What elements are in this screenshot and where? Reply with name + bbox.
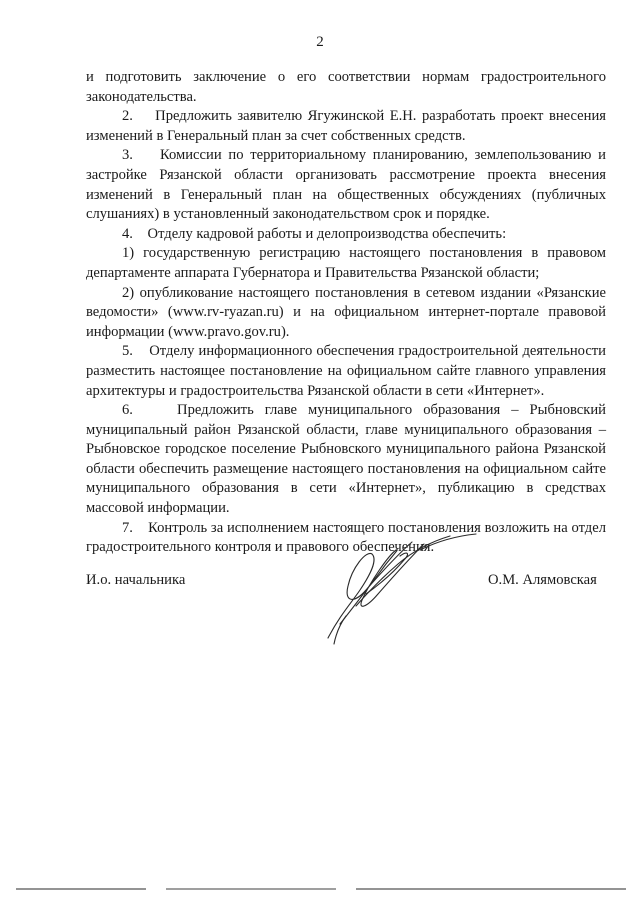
bottom-scan-line	[16, 888, 626, 890]
paragraph-2: 2. Предложить заявителю Ягужинской Е.Н. разработать проект внесения изменений в Генеральный план за счет собственных средств.	[86, 108, 606, 144]
paragraph-1-continuation: и подготовить заключение о его соответствии нормам градостроительного законодательства.	[86, 69, 606, 105]
handwritten-signature	[300, 520, 500, 650]
paragraph-5: 5. Отделу информационного обеспечения градостроительной деятельности разместить настоящее постановление на официальном сайте главного управления архитектуры и градостроительства Рязанской области в сети «Интернет».	[86, 343, 606, 399]
paragraph-4-item-2: 2) опубликование настоящего постановления в сетевом издании «Рязанские ведомости» (www.rv-ryazan.ru) и на официальном интернет-портале правовой информации (www.pravo.gov.ru).	[86, 284, 606, 340]
document-body	[86, 68, 606, 558]
paragraph-7: 7. Контроль за исполнением настоящего постановления возложить на отдел градостроительного контроля и правового обеспечения.	[86, 519, 606, 556]
signatory-position: И.о. начальника	[86, 572, 186, 588]
paragraph-4-item-1: 1) государственную регистрацию настоящего постановления в правовом департаменте аппарата Губернатора и Правительства Рязанской области;	[86, 245, 606, 281]
page-number: 2	[316, 34, 324, 50]
signatory-name: О.М. Алямовская	[488, 572, 597, 588]
paragraph-6: 6. Предложить главе муниципального образования – Рыбновский муниципальный район Рязанской области, главе муниципального образования – Рыбновское городское поселение Рыбновского муниципального района Рязанской области обеспечить размещение настоящего постановления на официальном сайте муниципального образования в сети «Интернет», публикацию в средствах массовой информации.	[86, 402, 606, 517]
paragraph-3: 3. Комиссии по территориальному планированию, землепользованию и застройке Рязанской области организовать рассмотрение проекта внесения изменений в Генеральный план на общественных обсуждениях (публичных слушаниях) в установленный законодательством срок и порядке.	[86, 147, 606, 223]
paragraph-4: 4. Отделу кадровой работы и делопроизводства обеспечить:	[122, 225, 507, 242]
